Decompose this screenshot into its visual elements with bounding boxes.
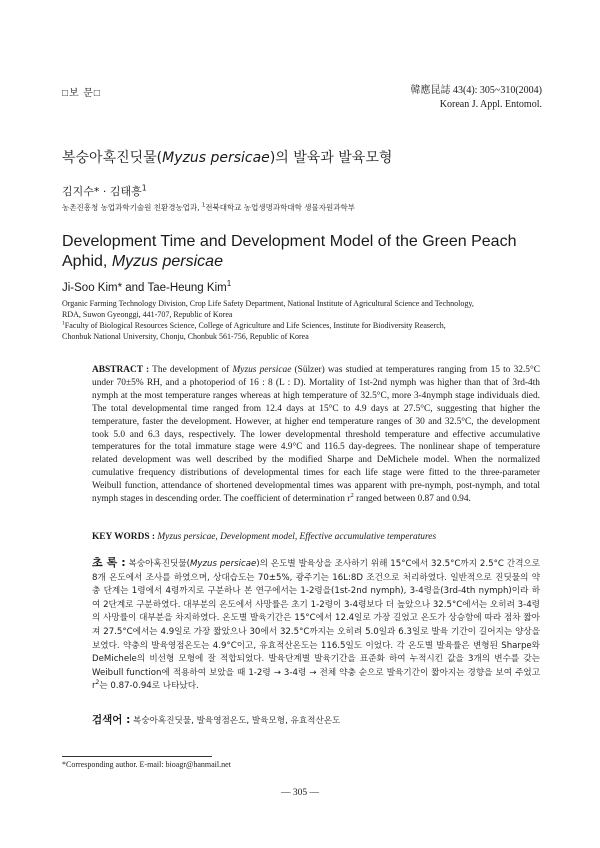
- korean-keywords: [92, 712, 540, 727]
- affiliation-2-line-2: Chonbuk National University, Chonju, Chonbuk 561-756, Republic of Korea: [62, 332, 309, 341]
- abstract-heading: ABSTRACT :: [92, 365, 150, 375]
- english-title-pre: Development Time and Development Model of the Green Peach Aphid,: [62, 233, 517, 270]
- keywords-text: Myzus persicae, Development model, Effective accumulative temperatures: [155, 532, 437, 542]
- korean-affiliation-sup: 1: [201, 202, 206, 209]
- page-number: — 305 —: [281, 788, 319, 798]
- english-abstract: [92, 364, 540, 506]
- korean-keywords-heading: 검색어 :: [92, 714, 131, 726]
- abstract-part-3: ranged between 0.87 and 0.94.: [353, 494, 471, 505]
- korean-title: [62, 147, 392, 167]
- english-authors: [62, 279, 232, 294]
- korean-affiliation: [62, 202, 355, 213]
- korean-abstract-species: Myzus persicae: [190, 559, 257, 569]
- korean-abstract-r2-sup: 2: [95, 679, 100, 687]
- affiliation-1-line-2: RDA, Suwon Gyeonggi, 441-707, Republic of Korea: [62, 310, 233, 319]
- english-authors-sup: 1: [226, 279, 232, 289]
- journal-name: Korean J. Appl. Entomol.: [439, 99, 542, 110]
- korean-abstract-part-3: 는 0.87-0.94로 나타났다.: [99, 681, 199, 692]
- english-authors-text: Ji-Soo Kim* and Tae-Heung Kim: [62, 282, 227, 294]
- section-label: □보 문□: [62, 88, 101, 99]
- korean-abstract-part-1: 복숭아혹진딧물(: [125, 559, 190, 569]
- corresponding-author-footnote: *Corresponding author. E-mail: bioagr@hanmail.net: [62, 760, 231, 769]
- korean-title-species: Myzus persicae: [162, 150, 270, 166]
- korean-affiliation-post: 전북대학교 농업생명과학대학 생물자원과학부: [205, 203, 355, 212]
- korean-title-pre: 복숭아혹진딧물(: [62, 150, 163, 166]
- affiliation-2-line-1: Faculty of Biological Resources Science, College of Agriculture and Life Sciences, Institute for Biodiversity Reaserch,: [64, 321, 446, 330]
- korean-authors: [62, 183, 147, 199]
- korean-abstract: [92, 556, 540, 694]
- abstract-species: Myzus persicae: [232, 365, 292, 375]
- korean-abstract-heading: 초 록 :: [92, 556, 126, 569]
- affiliation-2: [62, 320, 552, 331]
- korean-title-post: )의 발육과 발육모형: [269, 150, 393, 166]
- journal-citation: 韓應昆誌 43(4): 305~310(2004): [410, 85, 542, 96]
- footnote-divider: [62, 756, 212, 757]
- korean-affiliation-pre: 농촌진흥청 농업과학기술원 친환경농업과,: [62, 203, 202, 212]
- affiliation-2-sup: 1: [62, 320, 65, 327]
- korean-authors-text: 김지수* · 김태흥: [62, 185, 142, 198]
- journal-reference: [410, 84, 542, 112]
- keywords-heading: KEY WORDS :: [92, 532, 156, 542]
- english-title: [62, 232, 542, 272]
- abstract-r2-sup: 2: [350, 491, 354, 499]
- english-title-species: Myzus persicae: [111, 253, 223, 270]
- korean-abstract-part-2: )의 온도별 발육상을 조사하기 위해 15°C에서 32.5°C까지 2.5°C 간격으로 8개 온도에서 조사를 하였으며, 상대습도는 70±5%, 광주기는 16L:8D 조건으로 처리하였다. 일반적으로 진딧물의 약충 단계는 1령에서 4령까지로 구분하나 본 연구에서는 1-2령을(1st-2nd nymph), 3-4령을(3rd-4th nymph)이라 하여 2단계로 구분하였다. 대부분의 온도에서 사망률은 초기 1-2령이 3-4령보다 더 높았으나 32.5°C에서는 오히려 3-4령의 사망률이 대부분을 차지하였다. 온도별 발육기간은 15°C에서 12.4일로 가장 길었고 온도가 상승함에 따라 점차 짧아져 27.5°C에서는 4.9일로 가장 짧았으나 30에서 32.5°C까지는 오히려 5.0일과 6.3일로 발육 기간이 길어지는 양상을 보였다. 약충의 발육영점온도는 4.9°C이고, 유효적산온도는 116.5일도 이었다. 각 온도별 발육률은 변형된 Sharpe와 DeMichele의 비선형 모형에 잘 적합되었다. 발육단계별 발육기간을 표준화 하여 누적시킨 값을 3개의 변수를 갖는 Weibull function에 적용하여 보았을 때 1-2령 → 3-4령 → 전체 약충 순으로 발육기간이 짧아지는 경향을 보여 주었고 r: [92, 559, 540, 692]
- affiliation-1-line-1: Organic Farming Technology Division, Crop Life Safety Department, National Institute of Agricultural Science and Technology,: [62, 299, 474, 308]
- korean-author-sup: 1: [141, 183, 147, 193]
- abstract-part-1: The development of: [149, 365, 233, 375]
- korean-keywords-text: 복숭아혹진딧물, 발육영점온도, 발육모형, 유효적산온도: [130, 716, 341, 726]
- english-keywords: [92, 532, 540, 542]
- abstract-part-2: (Sülzer) was studied at temperatures ranging from 15 to 32.5°C under 70±5% RH, and a photoperiod of 16 : 8 (L : D). Mortality of 1st-2nd nymph was higher than that of 3rd-4th nymph at the most temperature ranges whereas at high temperature of 32.5°C, more 3-4nymph stage individuals died. The total developmental time ranged from 12.4 days at 15°C to 4.9 days at 27.5°C, suggesting that higher the temperature, faster the development. However, at higher end temperature ranges of 30 and 32.5°C, the development took 5.0 and 6.3 days, respectively. The lower developmental threshold temperature and effective accumulative temperatures for the total immature stage were 4.9°C and 116.5 day-degrees. The nonlinear shape of temperature related development was well described by the modified Sharpe and DeMichele model. When the normalized cumulative frequency distributions of developmental times for each life stage were fitted to the three-parameter Weibull function, attendance of shortened developmental times was apparent with pre-nymph, post-nymph, and total nymph stages in descending order. The coefficient of determination r: [92, 365, 540, 505]
- english-affiliations: [62, 298, 552, 342]
